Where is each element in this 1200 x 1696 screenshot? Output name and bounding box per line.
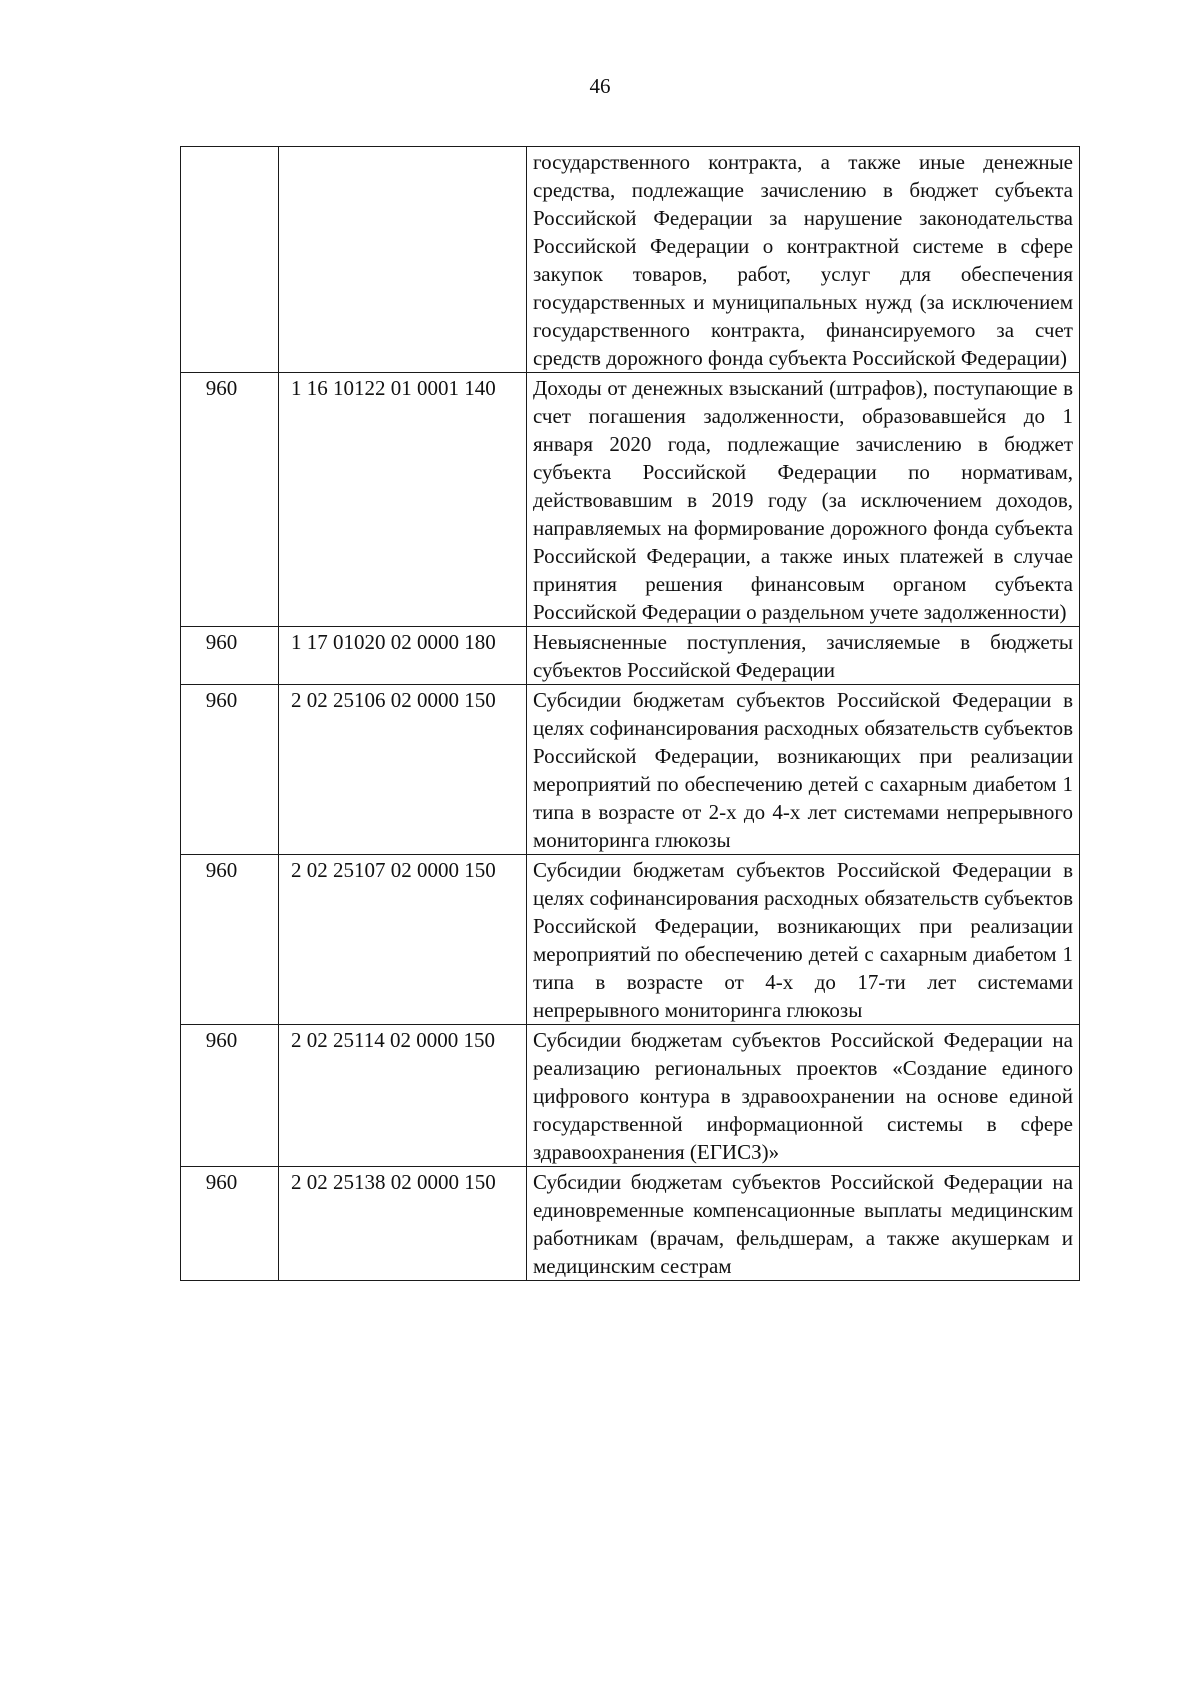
admin-code-cell: 960 <box>181 627 279 685</box>
budget-revenue-table <box>180 146 1080 1281</box>
table-row <box>181 147 1080 373</box>
admin-code-cell: 960 <box>181 1025 279 1167</box>
admin-code-cell: 960 <box>181 373 279 627</box>
budget-code-cell: 1 16 10122 01 0001 140 <box>279 373 527 627</box>
revenue-name-cell: Субсидии бюджетам субъектов Российской Федерации на реализацию региональных проектов «Создание единого цифрового контура в здравоохранении на основе единой государственной информационной системы в сфере здравоохранения (ЕГИСЗ)» <box>527 1025 1080 1167</box>
budget-code-cell: 2 02 25114 02 0000 150 <box>279 1025 527 1167</box>
revenue-name-cell: Субсидии бюджетам субъектов Российской Федерации на единовременные компенсационные выплаты медицинским работникам (врачам, фельдшерам, а также акушеркам и медицинским сестрам <box>527 1167 1080 1281</box>
budget-code-cell <box>279 147 527 373</box>
budget-code-cell: 2 02 25107 02 0000 150 <box>279 855 527 1025</box>
revenue-name-cell: Субсидии бюджетам субъектов Российской Федерации в целях софинансирования расходных обязательств субъектов Российской Федерации, возникающих при реализации мероприятий по обеспечению детей с сахарным диабетом 1 типа в возрасте от 4-х до 17-ти лет системами непрерывного мониторинга глюкозы <box>527 855 1080 1025</box>
table-row <box>181 1167 1080 1281</box>
revenue-name-cell: Доходы от денежных взысканий (штрафов), поступающие в счет погашения задолженности, образовавшейся до 1 января 2020 года, подлежащие зачислению в бюджет субъекта Российской Федерации по нормативам, действовавшим в 2019 году (за исключением доходов, направляемых на формирование дорожного фонда субъекта Российской Федерации, а также иных платежей в случае принятия решения финансовым органом субъекта Российской Федерации о раздельном учете задолженности) <box>527 373 1080 627</box>
revenue-name-cell: Невыясненные поступления, зачисляемые в бюджеты субъектов Российской Федерации <box>527 627 1080 685</box>
admin-code-cell: 960 <box>181 855 279 1025</box>
budget-code-cell: 2 02 25106 02 0000 150 <box>279 685 527 855</box>
table-row <box>181 373 1080 627</box>
admin-code-cell <box>181 147 279 373</box>
table-row <box>181 627 1080 685</box>
budget-code-cell: 1 17 01020 02 0000 180 <box>279 627 527 685</box>
revenue-name-cell: государственного контракта, а также иные денежные средства, подлежащие зачислению в бюджет субъекта Российской Федерации за нарушение законодательства Российской Федерации о контрактной системе в сфере закупок товаров, работ, услуг для обеспечения государственных и муниципальных нужд (за исключением государственного контракта, финансируемого за счет средств дорожного фонда субъекта Российской Федерации) <box>527 147 1080 373</box>
admin-code-cell: 960 <box>181 685 279 855</box>
revenue-name-cell: Субсидии бюджетам субъектов Российской Федерации в целях софинансирования расходных обязательств субъектов Российской Федерации, возникающих при реализации мероприятий по обеспечению детей с сахарным диабетом 1 типа в возрасте от 2-х до 4-х лет системами непрерывного мониторинга глюкозы <box>527 685 1080 855</box>
admin-code-cell: 960 <box>181 1167 279 1281</box>
budget-code-cell: 2 02 25138 02 0000 150 <box>279 1167 527 1281</box>
table-row <box>181 1025 1080 1167</box>
page-number: 46 <box>589 74 611 98</box>
table-row <box>181 685 1080 855</box>
table-row <box>181 855 1080 1025</box>
